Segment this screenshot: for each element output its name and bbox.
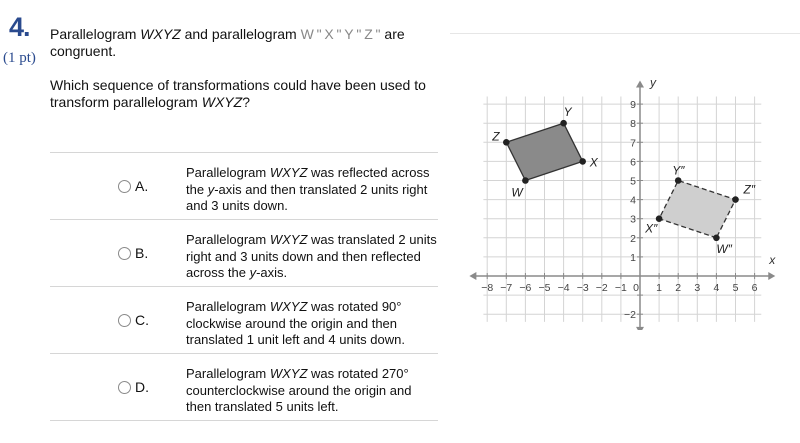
text-segment: Parallelogram	[186, 232, 270, 247]
text-segment: Parallelogram	[186, 165, 270, 180]
text-segment: WXYZ	[201, 94, 243, 110]
choice-text	[186, 299, 438, 349]
text-segment: Parallelogram	[50, 26, 141, 42]
question-prompt	[50, 77, 450, 111]
x-tick-label: 4	[713, 282, 720, 294]
y-tick-label: 8	[630, 118, 636, 131]
y-axis-arrow	[636, 80, 644, 87]
x-tick-label: 2	[675, 282, 682, 294]
image-vertex	[713, 235, 720, 242]
choice-text	[186, 165, 438, 215]
text-segment: was rotated 270° counterclockwise around the origin and then translated 5 units left.	[186, 366, 412, 414]
text-segment: WXYZ	[269, 299, 308, 314]
y-tick-label: 5	[630, 175, 636, 188]
choice-letter: D.	[135, 379, 149, 395]
x-tick-label: −8	[481, 282, 494, 294]
y-tick-label: −2	[624, 309, 636, 322]
text-segment: are congruent.	[50, 26, 405, 59]
original-parallelogram	[506, 123, 582, 180]
original-vertex	[579, 158, 586, 165]
text-segment: WXYZ	[140, 26, 181, 42]
answer-choice-a[interactable]	[50, 152, 438, 219]
question-statement	[50, 26, 450, 60]
image-vertex	[675, 177, 682, 184]
y-axis-arrow	[636, 327, 644, 330]
vertex-label: W″	[716, 241, 732, 256]
answer-choice-c[interactable]	[50, 286, 438, 353]
x-tick-label: −4	[557, 282, 570, 294]
x-tick-label: 6	[751, 282, 758, 294]
answer-choice-d[interactable]	[50, 353, 438, 421]
radio-button[interactable]	[118, 381, 131, 394]
x-tick-label: 3	[694, 282, 701, 294]
x-axis-arrow	[768, 272, 775, 280]
coordinate-graph	[460, 70, 795, 330]
answer-choices	[50, 152, 438, 421]
text-segment: was rotated 90° clockwise around the origin and then translated 1 unit left and 4 units down.	[186, 299, 405, 347]
y-tick-label: 3	[630, 213, 636, 226]
text-segment: -axis and then translated 2 units right and 3 units down.	[186, 181, 428, 213]
y-tick-label: 6	[630, 156, 636, 169]
text-segment: Parallelogram	[186, 299, 270, 314]
answer-choice-b[interactable]	[50, 219, 438, 286]
vertex-label: W	[511, 185, 523, 200]
x-tick-label: −6	[519, 282, 532, 294]
text-segment: y	[207, 181, 215, 197]
choice-letter: B.	[135, 245, 149, 261]
x-tick-label: −3	[576, 282, 589, 294]
x-tick-label: −5	[538, 282, 551, 294]
text-segment: WXYZ	[269, 366, 308, 381]
y-tick-label: 9	[630, 99, 636, 112]
choice-text	[186, 232, 438, 282]
text-segment: Which sequence of transformations could have been used to transform parallelogram	[50, 77, 426, 110]
x-tick-label: 1	[656, 282, 663, 294]
radio-button[interactable]	[118, 180, 131, 193]
vertex-label: Z	[492, 129, 500, 144]
text-segment: ?	[242, 94, 250, 110]
y-axis-label: y	[650, 75, 656, 90]
text-segment: WXYZ	[269, 165, 308, 180]
image-parallelogram	[659, 181, 735, 238]
x-tick-label: −1	[614, 282, 627, 294]
x-tick-label: 5	[732, 282, 739, 294]
image-vertex	[732, 196, 739, 203]
x-tick-label: −2	[595, 282, 608, 294]
vertex-label: X	[589, 155, 598, 170]
x-axis-label: x	[769, 253, 776, 267]
choice-text	[186, 366, 438, 416]
original-vertex	[560, 120, 567, 127]
text-segment: and parallelogram	[180, 26, 301, 42]
original-vertex	[503, 139, 510, 146]
text-segment: was translated 2 units right and 3 units down and then reflected across the	[186, 232, 437, 280]
text-segment: was reflected across the	[186, 165, 430, 197]
y-tick-label: 2	[630, 232, 636, 245]
vertex-label: Z″	[743, 182, 756, 197]
x-tick-label: 0	[633, 282, 639, 294]
question-text	[50, 26, 450, 128]
question-number: 4.	[9, 12, 30, 42]
text-segment: Parallelogram	[186, 366, 270, 381]
radio-button[interactable]	[118, 247, 131, 260]
y-tick-label: 1	[630, 251, 636, 264]
question-points: (1 pt)	[3, 50, 36, 66]
vertex-label: Y″	[672, 163, 685, 178]
choice-letter: A.	[135, 178, 149, 194]
text-segment: y	[249, 265, 257, 280]
original-vertex	[522, 177, 529, 184]
y-tick-label: 7	[630, 137, 636, 150]
text-segment: -axis.	[256, 265, 288, 280]
x-axis-arrow	[469, 272, 476, 280]
text-segment: WXYZ	[269, 232, 308, 247]
divider	[450, 33, 800, 34]
x-tick-label: −7	[500, 282, 513, 294]
vertex-label: X″	[645, 221, 658, 236]
radio-button[interactable]	[118, 314, 131, 327]
y-tick-label: 4	[630, 194, 636, 207]
choice-letter: C.	[135, 312, 149, 328]
vertex-label: Y	[563, 105, 572, 120]
text-segment: W " X " Y " Z "	[300, 26, 381, 42]
